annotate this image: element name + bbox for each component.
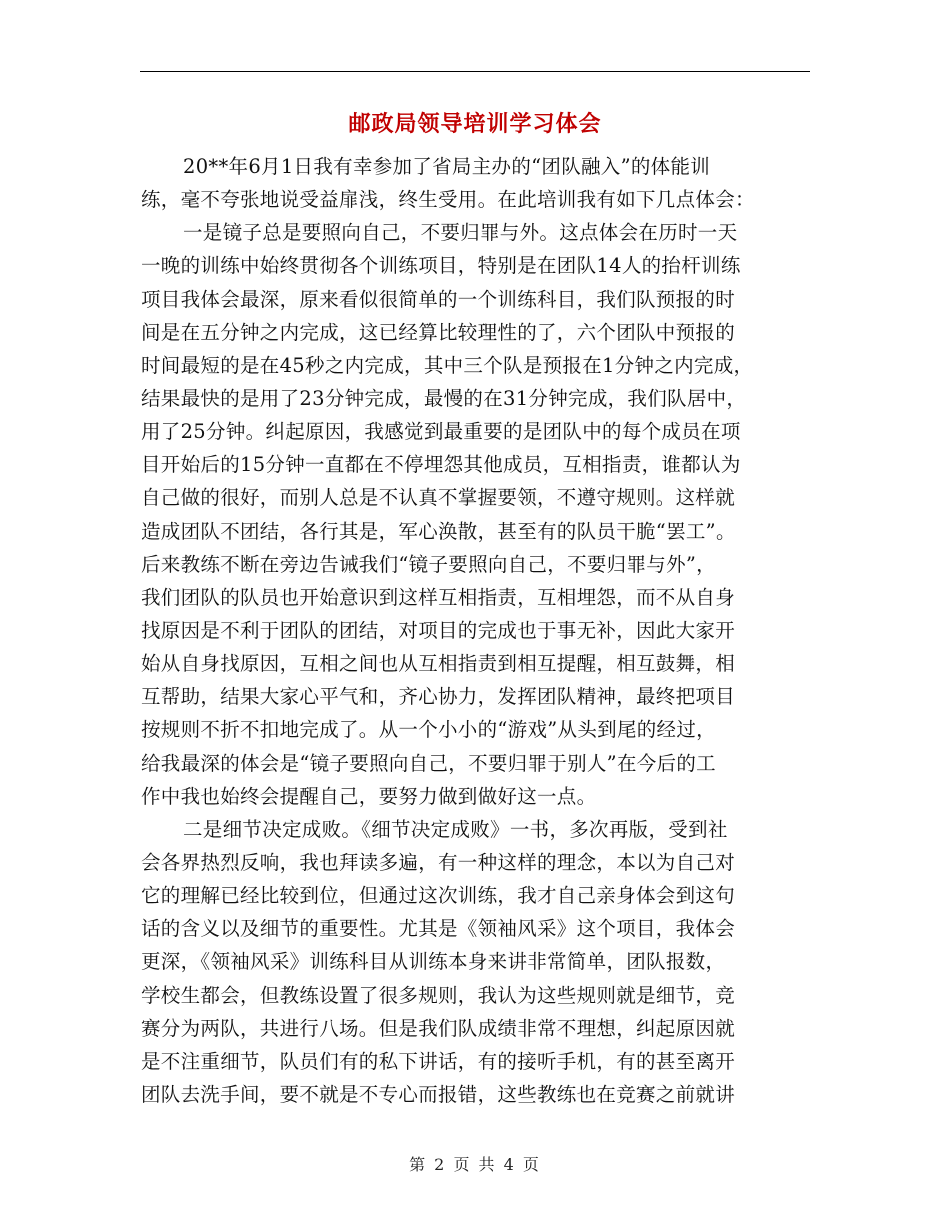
paragraph-line: 自己做的很好，而别人总是不认真不掌握要领，不遵守规则。这样就 (141, 486, 736, 510)
paragraph-line: 学校生都会，但教练设置了很多规则，我认为这些规则就是细节，竞 (141, 983, 736, 1007)
paragraph-line: 找原因是不利于团队的团结，对项目的完成也于事无补，因此大家开 (141, 618, 736, 642)
paragraph-line: 用了25分钟。纠起原因，我感觉到最重要的是团队中的每个成员在项 (141, 420, 741, 444)
paragraph-line: 一晚的训练中始终贯彻各个训练项目，特别是在团队14人的抬杆训练 (141, 254, 741, 278)
paragraph-line: 按规则不折不扣地完成了。从一个小小的“游戏”从头到尾的经过， (141, 718, 716, 742)
paragraph-line: 互帮助，结果大家心平气和，齐心协力，发挥团队精神，最终把项目 (141, 685, 736, 709)
paragraph-line: 间是在五分钟之内完成，这已经算比较理性的了，六个团队中预报的 (141, 320, 736, 344)
paragraph-line: 给我最深的体会是“镜子要照向自己，不要归罪于别人”在今后的工 (141, 751, 716, 775)
paragraph-line: 练，毫不夸张地说受益扉浅，终生受用。在此培训我有如下几点体会： (141, 188, 755, 212)
paragraph-line: 后来教练不断在旁边告诫我们“镜子要照向自己，不要归罪与外”， (141, 552, 716, 576)
header-rule (140, 71, 810, 72)
paragraph-line: 它的理解已经比较到位，但通过这次训练，我才自己亲身体会到这句 (141, 884, 736, 908)
paragraph-line: 赛分为两队，共进行八场。但是我们队成绩非常不理想，纠起原因就 (141, 1016, 736, 1040)
paragraph-line: 话的含义以及细节的重要性。尤其是《领袖风采》这个项目，我体会 (141, 917, 736, 941)
paragraph-line: 作中我也始终会提醒自己，要努力做到做好这一点。 (141, 784, 597, 808)
paragraph-line: 始从自身找原因，互相之间也从互相指责到相互提醒，相互鼓舞，相 (141, 652, 736, 676)
paragraph-line: 是不注重细节，队员们有的私下讲话，有的接听手机，有的甚至离开 (141, 1049, 736, 1073)
paragraph-line: 20**年6月1日我有幸参加了省局主办的“团队融入”的体能训 (183, 155, 711, 178)
paragraph-line: 造成团队不团结，各行其是，军心涣散，甚至有的队员干脆“罢工”。 (141, 519, 736, 543)
paragraph-line: 一是镜子总是要照向自己，不要归罪与外。这点体会在历时一天 (183, 221, 738, 245)
paragraph-line: 二是细节决定成败。《细节决定成败》一书，多次再版，受到社 (183, 817, 728, 841)
document-body (141, 150, 811, 1111)
paragraph-line: 项目我体会最深，原来看似很简单的一个训练科目，我们队预报的时 (141, 287, 736, 311)
paragraph-line: 我们团队的队员也开始意识到这样互相指责，互相埋怨，而不从自身 (141, 585, 736, 609)
document-title: 邮政局领导培训学习体会 (348, 111, 602, 137)
page-number: 第 2 页 共 4 页 (409, 1155, 541, 1174)
paragraph-line: 结果最快的是用了23分钟完成，最慢的在31分钟完成，我们队居中， (141, 386, 747, 410)
paragraph-line: 时间最短的是在45秒之内完成，其中三个队是预报在1分钟之内完成， (141, 353, 754, 377)
paragraph-line: 更深，《领袖风采》训练科目从训练本身来讲非常简单，团队报数， (141, 950, 726, 974)
paragraph-line: 团队去洗手间，要不就是不专心而报错，这些教练也在竞赛之前就讲 (141, 1082, 736, 1106)
paragraph-line: 目开始后的15分钟一直都在不停埋怨其他成员，互相指责，谁都认为 (141, 453, 741, 477)
paragraph-line: 会各界热烈反响，我也拜读多遍，有一种这样的理念，本以为自己对 (141, 850, 736, 874)
